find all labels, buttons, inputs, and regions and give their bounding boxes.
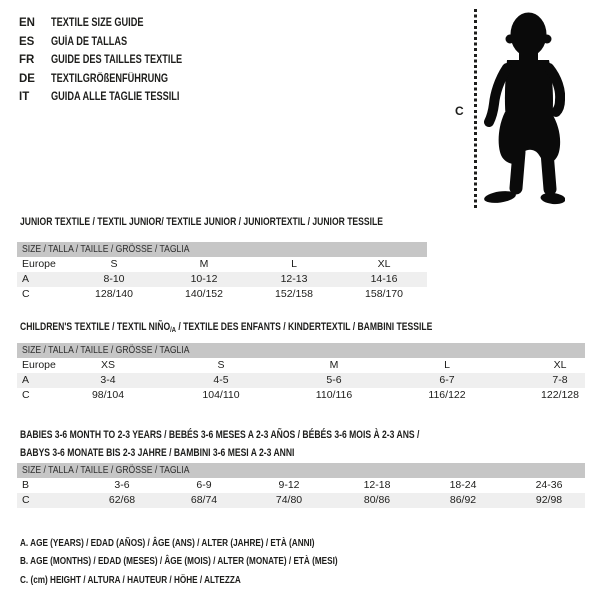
table-row xyxy=(17,257,427,272)
size-cell: 12-13 xyxy=(280,273,308,285)
language-title: GUIDA ALLE TAGLIE TESSILI xyxy=(51,91,180,104)
height-measure-label: C xyxy=(455,104,464,118)
language-row xyxy=(19,70,215,89)
size-cell: S xyxy=(217,359,225,371)
row-label: A xyxy=(22,273,30,285)
size-cell: 128/140 xyxy=(95,288,133,300)
size-cell: 10-12 xyxy=(190,273,218,285)
size-cell: 110/116 xyxy=(315,389,353,401)
language-code: EN xyxy=(19,17,35,29)
size-cell: 12-18 xyxy=(363,479,391,491)
row-label: A xyxy=(22,374,30,386)
size-cell: 3-6 xyxy=(114,479,130,491)
row-label: Europe xyxy=(22,258,56,270)
size-cell: 3-4 xyxy=(100,374,116,386)
size-cell: 104/110 xyxy=(202,389,240,401)
table-row xyxy=(17,287,427,302)
babies-section-title: BABIES 3-6 MONTH TO 2-3 YEARS / BEBÉS 3-6 MESES A 2-3 AÑOS / BÉBÉS 3-6 MOIS À 2-3 ANS / BABYS 3-6 MONATE BIS 2-3 JAHRE / BAMBINI 3-6 MESI A 2-3 ANNI xyxy=(20,429,420,459)
language-row xyxy=(19,14,215,33)
size-cell: 92/98 xyxy=(535,494,563,506)
size-cell: M xyxy=(199,258,209,270)
footnote-b: B. AGE (MONTHS) / EDAD (MESES) / ÂGE (MOIS) / ALTER (MONATE) / ETÀ (MESI) xyxy=(20,555,338,568)
language-code: DE xyxy=(19,72,35,85)
size-cell: 122/128 xyxy=(541,389,579,401)
table-row xyxy=(17,388,585,403)
junior-size-table xyxy=(17,242,427,302)
language-row xyxy=(19,88,215,107)
baby-silhouette-icon xyxy=(483,12,565,205)
size-cell: 68/74 xyxy=(190,494,218,506)
language-title: GUÍA DE TALLAS xyxy=(51,35,128,48)
table-row xyxy=(17,272,427,287)
row-label: C xyxy=(22,389,30,401)
size-cell: 152/158 xyxy=(275,288,313,300)
size-cell: 80/86 xyxy=(363,494,391,506)
size-cell: 7-8 xyxy=(552,374,568,386)
size-cell: 158/170 xyxy=(365,288,403,300)
size-cell: 140/152 xyxy=(185,288,223,300)
size-header-band: SIZE / TALLA / TAILLE / GRÖSSE / TAGLIA xyxy=(17,463,585,478)
footnote-c: C. (cm) HEIGHT / ALTURA / HAUTEUR / HÖHE / ALTEZZA xyxy=(20,573,241,586)
table-row xyxy=(17,373,585,388)
gender-subscript: /A xyxy=(170,325,176,334)
language-title: GUIDE DES TAILLES TEXTILE xyxy=(51,54,183,67)
size-cell: XL xyxy=(377,258,391,270)
language-code: IT xyxy=(19,91,30,104)
size-cell: 116/122 xyxy=(428,389,466,401)
size-cell: 5-6 xyxy=(326,374,342,386)
language-row xyxy=(19,51,215,70)
table-row xyxy=(17,358,585,373)
row-label: C xyxy=(22,494,30,506)
language-title-list xyxy=(19,14,215,107)
row-label: C xyxy=(22,288,30,300)
language-code: FR xyxy=(19,54,35,67)
row-label: B xyxy=(22,479,30,491)
size-cell: 86/92 xyxy=(449,494,477,506)
size-cell: 24-36 xyxy=(535,479,563,491)
size-cell: XS xyxy=(100,359,116,371)
size-cell: L xyxy=(444,359,450,371)
row-label: Europe xyxy=(22,359,56,371)
size-cell: 6-9 xyxy=(196,479,212,491)
size-cell: M xyxy=(329,359,339,371)
language-code: ES xyxy=(19,35,35,48)
size-cell: 9-12 xyxy=(278,479,300,491)
children-section-title: CHILDREN'S TEXTILE / TEXTIL $NIÑO_{/A}$ / TEXTILE DES ENFANTS / KINDERTEXTIL / BAMBINI TESSILE xyxy=(20,321,433,334)
size-header-band: SIZE / TALLA / TAILLE / GRÖSSE / TAGLIA xyxy=(17,242,427,257)
language-title: TEXTILGRÖßENFÜHRUNG xyxy=(51,72,169,85)
size-header-band: SIZE / TALLA / TAILLE / GRÖSSE / TAGLIA xyxy=(17,343,585,358)
table-row xyxy=(17,493,585,508)
size-cell: XL xyxy=(553,359,567,371)
size-cell: 8-10 xyxy=(103,273,125,285)
size-cell: 4-5 xyxy=(213,374,229,386)
junior-section-title: JUNIOR TEXTILE / TEXTIL JUNIOR/ TEXTILE JUNIOR / JUNIORTEXTIL / JUNIOR TESSILE xyxy=(20,216,383,228)
size-cell: 6-7 xyxy=(439,374,455,386)
height-dotted-line-icon xyxy=(474,9,477,208)
children-size-table xyxy=(17,343,585,403)
size-cell: 98/104 xyxy=(91,389,125,401)
footnote-a: A. AGE (YEARS) / EDAD (AÑOS) / ÂGE (ANS) / ALTER (JAHRE) / ETÀ (ANNI) xyxy=(20,537,315,549)
size-cell: 62/68 xyxy=(108,494,136,506)
table-row xyxy=(17,478,585,493)
size-cell: 14-16 xyxy=(370,273,398,285)
language-row xyxy=(19,33,215,52)
size-cell: L xyxy=(291,258,297,270)
size-cell: 74/80 xyxy=(275,494,303,506)
size-cell: 18-24 xyxy=(449,479,477,491)
footnote-legend xyxy=(20,534,427,589)
size-cell: S xyxy=(110,258,118,270)
babies-size-table xyxy=(17,463,585,508)
language-title: TEXTILE SIZE GUIDE xyxy=(51,17,144,29)
